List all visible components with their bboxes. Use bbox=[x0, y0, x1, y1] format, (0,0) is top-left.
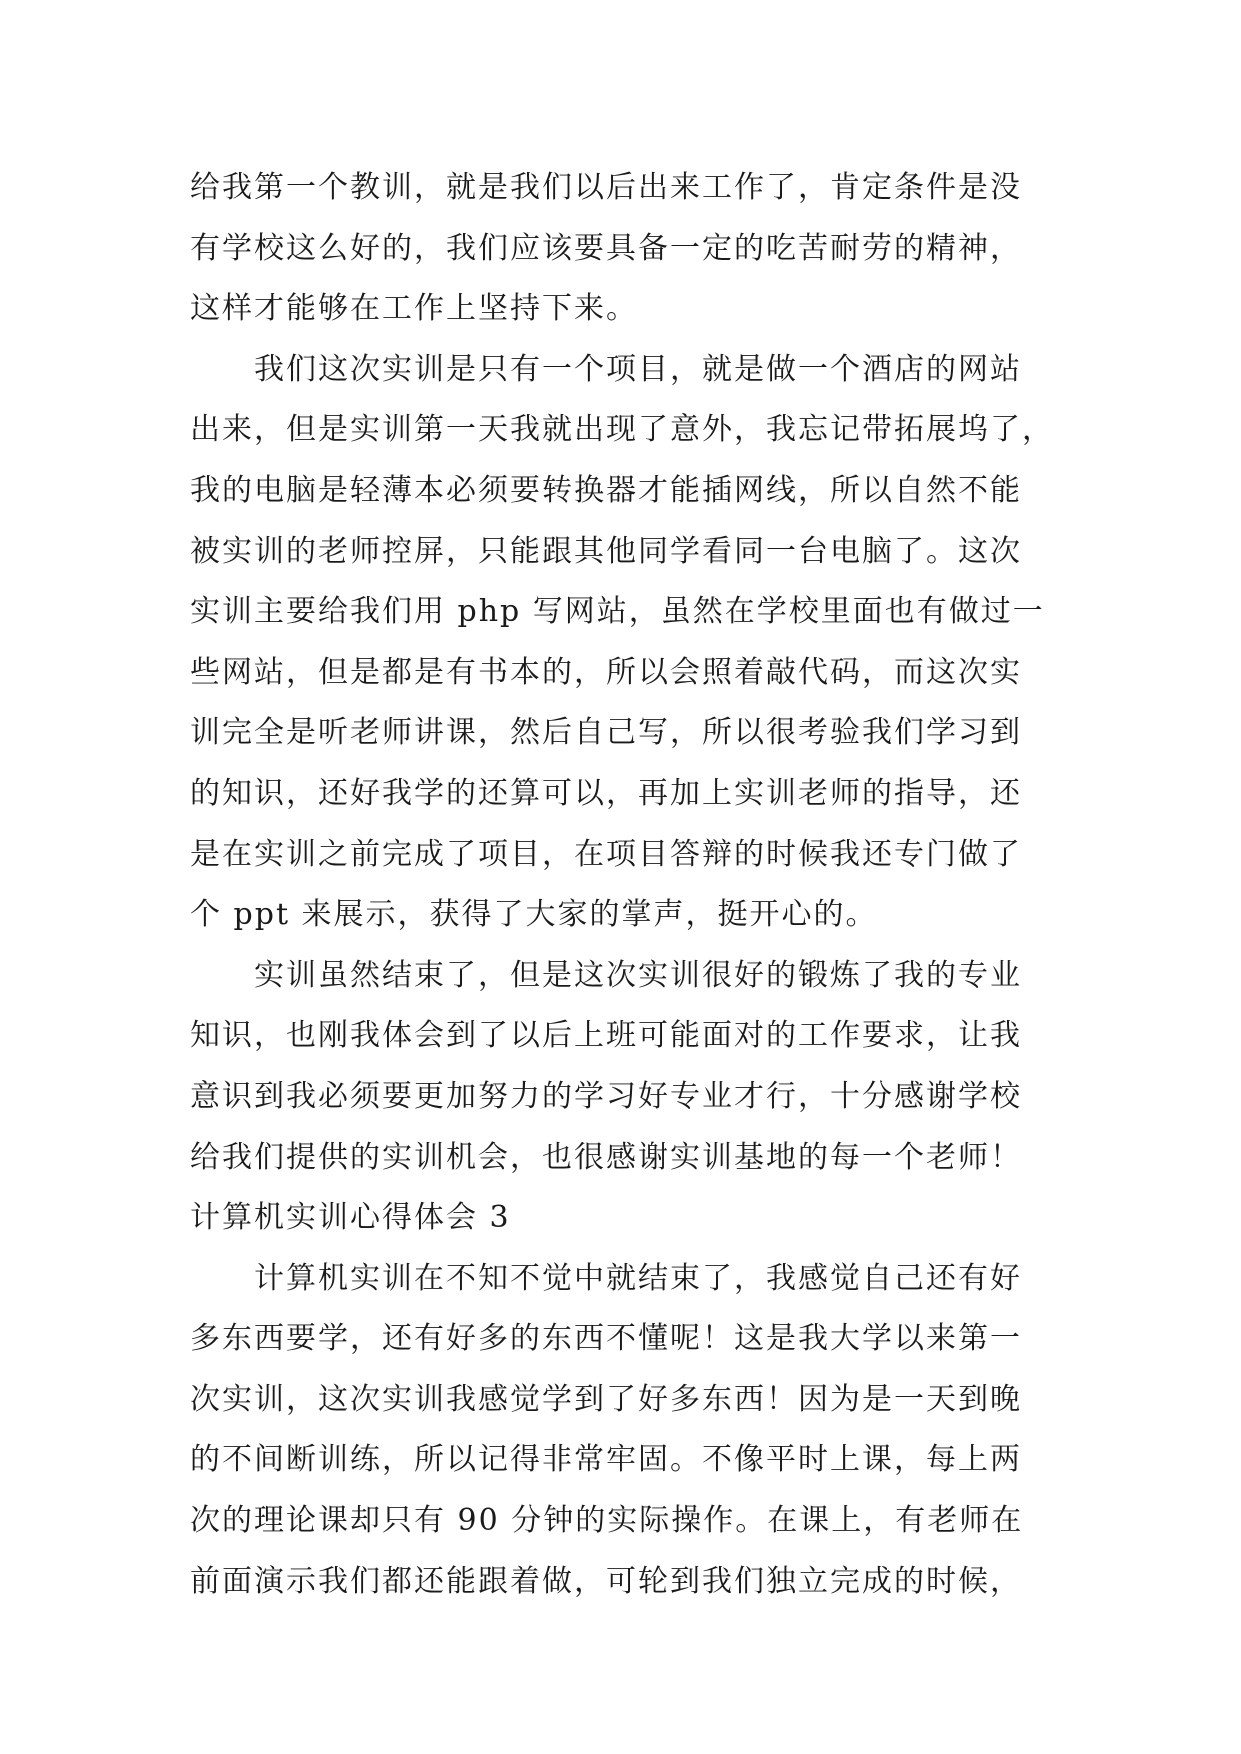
paragraph-line: 次的理论课却只有 90 分钟的实际操作。在课上，有老师在 bbox=[190, 1503, 1024, 1539]
paragraph-line: 训完全是听老师讲课，然后自己写，所以很考验我们学习到 bbox=[190, 715, 1022, 751]
paragraph-line: 计算机实训在不知不觉中就结束了，我感觉自己还有好 bbox=[254, 1260, 1022, 1296]
paragraph-line: 有学校这么好的，我们应该要具备一定的吃苦耐劳的精神， bbox=[190, 230, 1022, 266]
paragraph-line: 意识到我必须要更加努力的学习好专业才行，十分感谢学校 bbox=[190, 1078, 1022, 1114]
paragraph-line: 这样才能够在工作上坚持下来。 bbox=[190, 291, 638, 327]
paragraph-1 bbox=[190, 158, 1050, 340]
paragraph-line: 我们这次实训是只有一个项目，就是做一个酒店的网站 bbox=[254, 351, 1022, 387]
paragraph-line: 个 ppt 来展示，获得了大家的掌声，挺开心的。 bbox=[190, 897, 878, 933]
paragraph-line: 出来，但是实训第一天我就出现了意外，我忘记带拓展坞了， bbox=[190, 412, 1054, 448]
paragraph-line: 实训虽然结束了，但是这次实训很好的锻炼了我的专业 bbox=[254, 957, 1022, 993]
paragraph-line: 被实训的老师控屏，只能跟其他同学看同一台电脑了。这次 bbox=[190, 533, 1022, 569]
paragraph-line: 前面演示我们都还能跟着做，可轮到我们独立完成的时候， bbox=[190, 1563, 1022, 1599]
paragraph-line: 的不间断训练，所以记得非常牢固。不像平时上课，每上两 bbox=[190, 1442, 1022, 1478]
paragraph-line: 多东西要学，还有好多的东西不懂呢！这是我大学以来第一 bbox=[190, 1321, 1022, 1357]
paragraph-2 bbox=[190, 340, 1054, 946]
paragraph-line: 次实训，这次实训我感觉学到了好多东西！因为是一天到晚 bbox=[190, 1381, 1022, 1417]
paragraph-line: 知识，也刚我体会到了以后上班可能面对的工作要求，让我 bbox=[190, 1018, 1022, 1054]
paragraph-line: 的知识，还好我学的还算可以，再加上实训老师的指导，还 bbox=[190, 775, 1022, 811]
paragraph-line: 些网站，但是都是有书本的，所以会照着敲代码，而这次实 bbox=[190, 654, 1022, 690]
section-heading: 计算机实训心得体会 3 bbox=[190, 1200, 511, 1236]
paragraph-line: 给我们提供的实训机会，也很感谢实训基地的每一个老师！ bbox=[190, 1139, 1022, 1175]
paragraph-line: 实训主要给我们用 php 写网站，虽然在学校里面也有做过一 bbox=[190, 594, 1045, 630]
paragraph-line: 给我第一个教训，就是我们以后出来工作了，肯定条件是没 bbox=[190, 170, 1022, 205]
paragraph-line: 我的电脑是轻薄本必须要转换器才能插网线，所以自然不能 bbox=[190, 472, 1022, 508]
document-body bbox=[190, 158, 1054, 1612]
paragraph-3 bbox=[190, 946, 1050, 1188]
paragraph-4 bbox=[190, 1249, 1050, 1613]
paragraph-line: 是在实训之前完成了项目，在项目答辩的时候我还专门做了 bbox=[190, 836, 1022, 872]
